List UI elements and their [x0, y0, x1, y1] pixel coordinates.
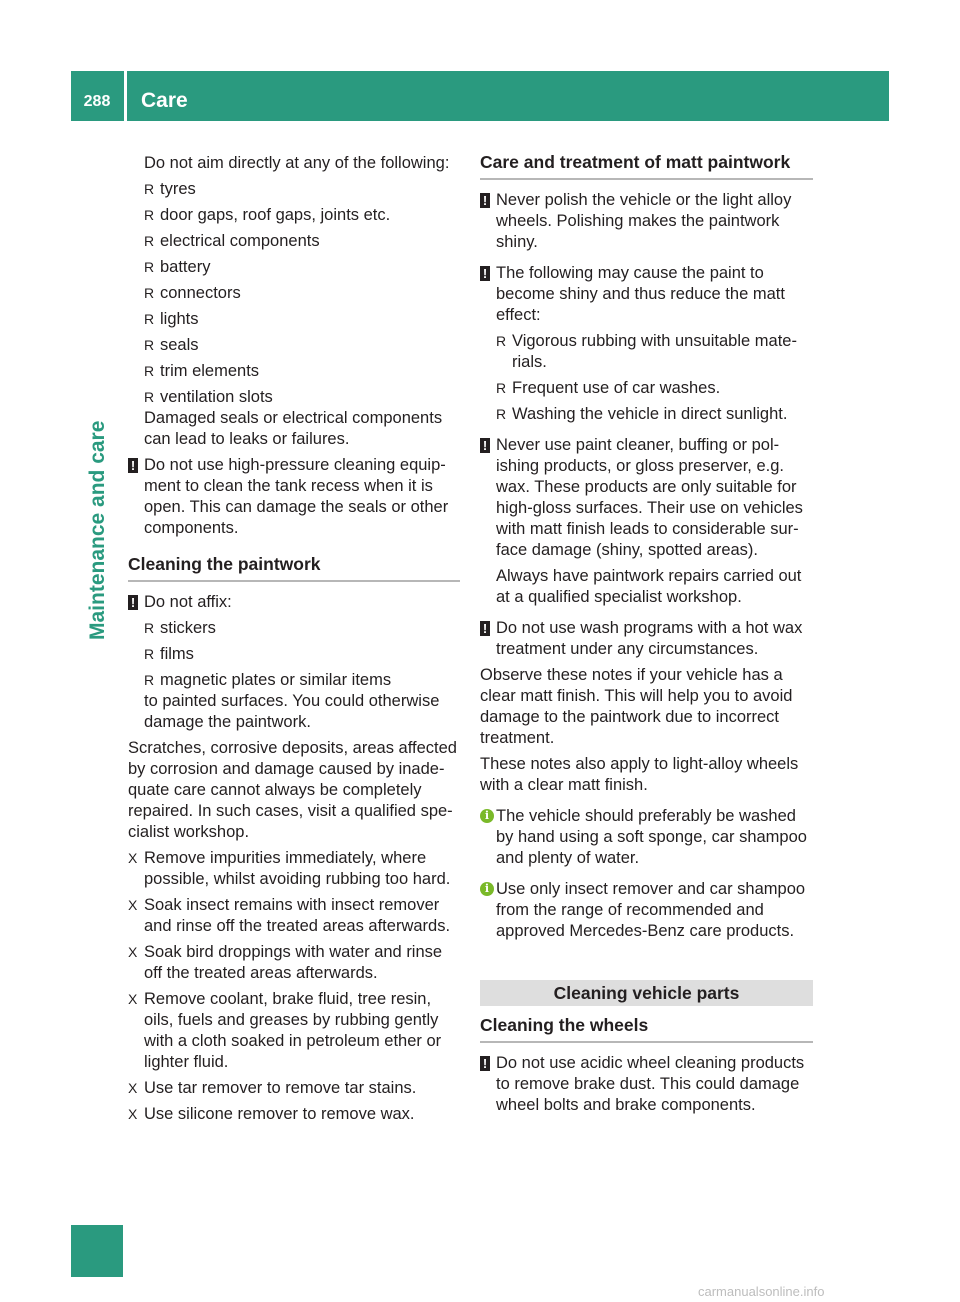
list-item: R ventilation slots: [144, 388, 273, 406]
side-tab-block: [71, 1225, 123, 1277]
list-item: R connectors: [144, 284, 241, 302]
right-column: [480, 151, 813, 1116]
page-number: 288: [83, 93, 111, 110]
bullet-icon: R: [144, 207, 155, 223]
step-marker-icon: X: [128, 1106, 138, 1122]
list-item: R stickers: [144, 619, 216, 637]
list-item: R films: [144, 645, 194, 663]
step-marker-icon: X: [128, 897, 138, 913]
side-tab-label: Maintenance and care: [86, 420, 109, 640]
step-item: X Soak bird droppings with water and rinse off the treated areas afterwards.: [128, 943, 443, 982]
list-item: R tyres: [144, 180, 196, 198]
list-item: R electrical components: [144, 232, 320, 250]
step-marker-icon: X: [128, 944, 138, 960]
warning-note: ! Do not affix:: [128, 592, 460, 613]
warning-icon: !: [128, 595, 138, 610]
section-heading-wheels: Cleaning the wheels: [480, 1014, 813, 1043]
bullet-icon: R: [496, 380, 507, 396]
bullet-icon: R: [144, 646, 155, 662]
warning-icon: !: [480, 193, 490, 208]
watermark: carmanualsonline.info: [698, 1284, 825, 1299]
warning-note: ! Do not use high-pressure cleaning equip-ment to clean the tank recess when it is open. This can damage the seals or other components.: [128, 455, 460, 539]
bullet-icon: R: [144, 363, 155, 379]
section-band: Cleaning vehicle parts: [480, 980, 813, 1006]
bullet-icon: R: [144, 620, 155, 636]
bullet-icon: R: [144, 672, 155, 688]
list-item: R Frequent use of car washes.: [496, 379, 721, 397]
damage-note: Damaged seals or electrical components can lead to leaks or failures.: [144, 409, 443, 448]
warning-icon: !: [480, 438, 490, 453]
scratches-paragraph: Scratches, corrosive deposits, areas affected by corrosion and damage caused by inade-quate care cannot always be completely repaired. In such cases, visit a qualified spe-cialist workshop.: [128, 739, 457, 841]
list-item: R Washing the vehicle in direct sunlight.: [496, 405, 788, 423]
step-marker-icon: X: [128, 850, 138, 866]
header-band: [71, 71, 889, 121]
warning-note: ! Never polish the vehicle or the light alloy wheels. Polishing makes the paintwork shiny.: [480, 190, 813, 253]
bullet-icon: R: [496, 333, 507, 349]
step-item: X Use tar remover to remove tar stains.: [128, 1079, 417, 1097]
info-icon: i: [480, 882, 494, 896]
warning-icon: !: [128, 458, 138, 473]
bullet-icon: R: [144, 337, 155, 353]
intro-text: Do not aim directly at any of the following:: [144, 154, 450, 172]
warning-note: ! The following may cause the paint to become shiny and thus reduce the matt effect:: [480, 263, 813, 326]
warning-icon: !: [480, 621, 490, 636]
list-item: R magnetic plates or similar items: [144, 671, 392, 689]
bullet-icon: R: [496, 406, 507, 422]
step-marker-icon: X: [128, 1080, 138, 1096]
affix-tail: to painted surfaces. You could otherwise damage the paintwork.: [144, 692, 440, 731]
alloy-paragraph: These notes also apply to light-alloy wheels with a clear matt finish.: [480, 755, 799, 794]
section-heading-paintwork: Cleaning the paintwork: [128, 553, 460, 582]
bullet-icon: R: [144, 285, 155, 301]
list-item: R Vigorous rubbing with unsuitable mate-rials.: [496, 332, 797, 371]
side-tab: [85, 420, 115, 670]
info-note: i Use only insect remover and car shampoo from the range of recommended and approved Mercedes-Benz care products.: [480, 879, 813, 942]
warning-note: ! Never use paint cleaner, buffing or pol-ishing products, or gloss preserver, e.g. wax. These products are only suitable for high-gloss surfaces. Their use on vehicles with matt finish leads to considerable sur-face damage (shiny, spotted areas).: [480, 435, 813, 561]
step-item: X Use silicone remover to remove wax.: [128, 1105, 415, 1123]
step-marker-icon: X: [128, 991, 138, 1007]
bullet-icon: R: [144, 259, 155, 275]
info-note: i The vehicle should preferably be washed by hand using a soft sponge, car shampoo and plenty of water.: [480, 806, 813, 869]
bullet-icon: R: [144, 311, 155, 327]
bullet-icon: R: [144, 389, 155, 405]
page-title: Care: [141, 89, 188, 112]
warning-icon: !: [480, 266, 490, 281]
observe-paragraph: Observe these notes if your vehicle has a clear matt finish. This will help you to avoid damage to the paintwork due to incorrect treatment.: [480, 666, 793, 747]
repairs-note: Always have paintwork repairs carried out at a qualified specialist workshop.: [496, 567, 802, 606]
section-heading-matt: Care and treatment of matt paintwork: [480, 151, 813, 180]
list-item: R battery: [144, 258, 211, 276]
list-item: R trim elements: [144, 362, 260, 380]
step-item: X Soak insect remains with insect remover and rinse off the treated areas afterwards.: [128, 896, 451, 935]
bullet-icon: R: [144, 181, 155, 197]
list-item: R lights: [144, 310, 199, 328]
list-item: R seals: [144, 336, 199, 354]
bullet-icon: R: [144, 233, 155, 249]
left-column: [128, 153, 460, 1125]
list-item: R door gaps, roof gaps, joints etc.: [144, 206, 391, 224]
header-divider: [124, 71, 127, 121]
warning-note: ! Do not use wash programs with a hot wax treatment under any circumstances.: [480, 618, 813, 660]
info-icon: i: [480, 809, 494, 823]
warning-icon: !: [480, 1056, 490, 1071]
warning-note: ! Do not use acidic wheel cleaning products to remove brake dust. This could damage wheel bolts and brake components.: [480, 1053, 813, 1116]
step-item: X Remove coolant, brake fluid, tree resin, oils, fuels and greases by rubbing gently with a cloth soaked in petroleum ether or lighter fluid.: [128, 990, 442, 1071]
step-item: X Remove impurities immediately, where possible, whilst avoiding rubbing too hard.: [128, 849, 451, 888]
